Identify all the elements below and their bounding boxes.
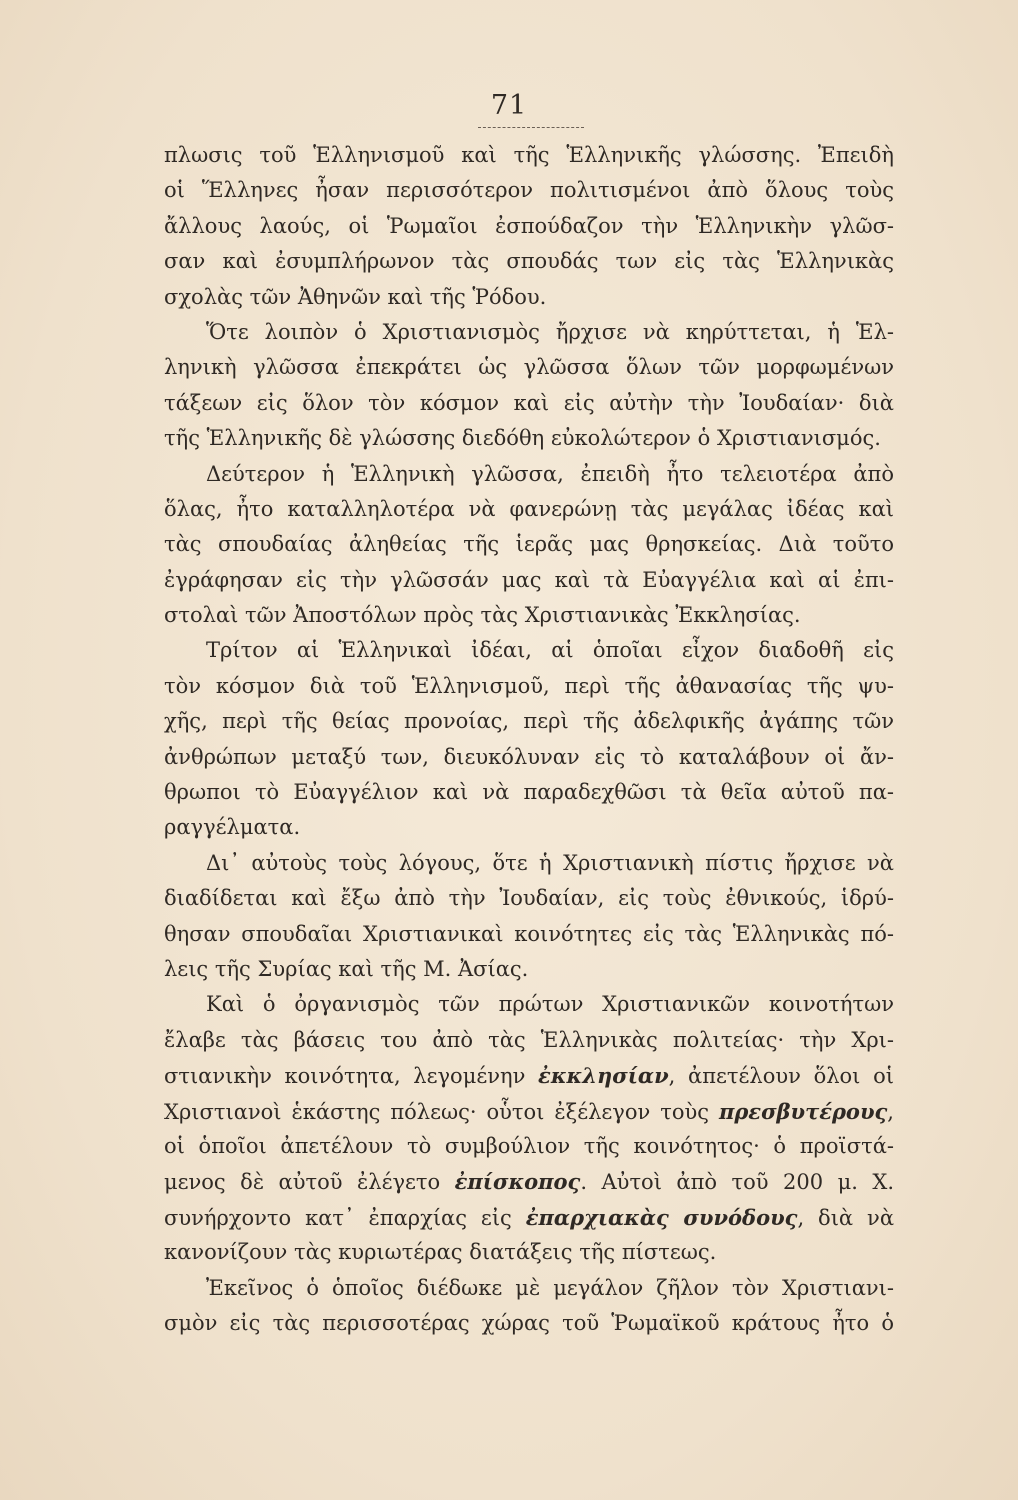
text-line: ἀνθρώπων μεταξύ των, διευκόλυναν εἰς τὸ καταλάβουν οἱ ἄν- [164, 744, 894, 769]
text-line [164, 1094, 894, 1129]
text-line: οἱ ὁποῖοι ἀπετέλουν τὸ συμβούλιον τῆς κοινότητος· ὁ προϊστά- [164, 1133, 894, 1158]
text-line [164, 1200, 894, 1235]
text-line: τὰς σπουδαίας ἀληθείας τῆς ἱερᾶς μας θρησκείας. Διὰ τοῦτο [164, 532, 894, 557]
text-line: θρωποι τὸ Εὐαγγέλιον καὶ νὰ παραδεχθῶσι τὰ θεῖα αὐτοῦ πα- [164, 780, 894, 805]
text-segment: Χριστιανοὶ ἑκάστης πόλεως· οὗτοι ἐξέλεγον τοὺς [164, 1099, 709, 1124]
emphasized-term: ἐκκλησίαν [538, 1063, 669, 1089]
text-line: ἄλλους λαούς, οἱ Ῥωμαῖοι ἐσπούδαζον τὴν Ἑλληνικὴν γλῶσ- [164, 213, 894, 238]
text-segment: , ἀπετέλουν ὅλοι οἱ [668, 1064, 894, 1089]
text-line: τάξεων εἰς ὅλον τὸν κόσμον καὶ εἰς αὐτὴν τὴν Ἰουδαίαν· διὰ [164, 390, 894, 415]
text-line: κανονίζουν τὰς κυριωτέρας διατάξεις τῆς πίστεως. [164, 1240, 717, 1265]
text-segment: μενος δὲ αὐτοῦ ἐλέγετο [164, 1170, 441, 1195]
text-segment: συνήρχοντο κατ᾽ ἐπαρχίας εἰς [164, 1205, 512, 1230]
text-line: Ὅτε λοιπὸν ὁ Χριστιανισμὸς ἤρχισε νὰ κηρύττεται, ἡ Ἑλ- [206, 319, 894, 344]
text-segment: , [887, 1099, 894, 1124]
page-number: 71 [490, 90, 528, 121]
text-line: Δι᾽ αὐτοὺς τοὺς λόγους, ὅτε ἡ Χριστιανικὴ πίστις ἤρχισε νὰ [206, 850, 894, 875]
emphasized-term: ἐπαρχιακὰς συνόδους [525, 1204, 798, 1230]
text-line: Ἐκεῖνος ὁ ὁποῖος διέδωκε μὲ μεγάλον ζῆλον τὸν Χριστιανι- [206, 1275, 894, 1300]
emphasized-term: πρεσβυτέρους [718, 1098, 888, 1124]
text-segment: . Αὐτοὶ ἀπὸ τοῦ 200 μ. Χ. [580, 1170, 894, 1195]
text-line [164, 1058, 894, 1093]
text-line: σμὸν εἰς τὰς περισσοτέρας χώρας τοῦ Ῥωμαϊκοῦ κράτους ἦτο ὁ [164, 1310, 894, 1335]
text-segment: , διὰ νὰ [797, 1205, 894, 1230]
text-line [164, 1164, 894, 1199]
text-line: ραγγέλματα. [164, 815, 301, 840]
body-text [164, 138, 894, 1341]
text-segment: στιανικὴν κοινότητα, λεγομένην [164, 1064, 526, 1089]
text-line: ἔλαβε τὰς βάσεις του ἀπὸ τὰς Ἑλληνικὰς πολιτείας· τὴν Χρι- [164, 1027, 894, 1052]
text-line: σχολὰς τῶν Ἀθηνῶν καὶ τῆς Ῥόδου. [164, 284, 547, 309]
text-line: τῆς Ἑλληνικῆς δὲ γλώσσης διεδόθη εὐκολώτερον ὁ Χριστιανισμός. [164, 426, 881, 451]
text-line: ληνικὴ γλῶσσα ἐπεκράτει ὡς γλῶσσα ὅλων τῶν μορφωμένων [164, 355, 894, 380]
text-line: τὸν κόσμον διὰ τοῦ Ἑλληνισμοῦ, περὶ τῆς ἀθανασίας τῆς ψυ- [164, 673, 894, 698]
text-line: σαν καὶ ἐσυμπλήρωνον τὰς σπουδάς των εἰς τὰς Ἑλληνικὰς [164, 249, 894, 274]
text-line: στολαὶ τῶν Ἀποστόλων πρὸς τὰς Χριστιανικὰς Ἐκκλησίας. [164, 603, 801, 628]
text-line: θησαν σπουδαῖαι Χριστιανικαὶ κοινότητες εἰς τὰς Ἑλληνικὰς πό- [164, 921, 894, 946]
text-line: χῆς, περὶ τῆς θείας προνοίας, περὶ τῆς ἀδελφικῆς ἀγάπης τῶν [164, 709, 894, 734]
text-line: Δεύτερον ἡ Ἑλληνικὴ γλῶσσα, ἐπειδὴ ἦτο τελειοτέρα ἀπὸ [206, 461, 894, 486]
text-line: οἱ Ἕλληνες ἦσαν περισσότερον πολιτισμένοι ἀπὸ ὅλους τοὺς [164, 178, 894, 203]
text-line: ἐγράφησαν εἰς τὴν γλῶσσάν μας καὶ τὰ Εὐαγγέλια καὶ αἱ ἐπι- [164, 567, 894, 592]
text-line: λεις τῆς Συρίας καὶ τῆς Μ. Ἀσίας. [164, 956, 529, 981]
text-line: Καὶ ὁ ὀργανισμὸς τῶν πρώτων Χριστιανικῶν κοινοτήτων [206, 992, 894, 1017]
text-line: πλωσις τοῦ Ἑλληνισμοῦ καὶ τῆς Ἑλληνικῆς γλώσσης. Ἐπειδὴ [164, 143, 894, 167]
text-line: Τρίτον αἱ Ἑλληνικαὶ ἰδέαι, αἱ ὁποῖαι εἶχον διαδοθῆ εἰς [206, 638, 894, 663]
text-line: ὅλας, ἦτο καταλληλοτέρα νὰ φανερώνῃ τὰς μεγάλας ἰδέας καὶ [164, 496, 894, 521]
emphasized-term: ἐπίσκοπος [454, 1169, 581, 1195]
text-line: διαδίδεται καὶ ἔξω ἀπὸ τὴν Ἰουδαίαν, εἰς τοὺς ἐθνικούς, ἱδρύ- [164, 886, 894, 911]
header-rule [478, 127, 584, 128]
